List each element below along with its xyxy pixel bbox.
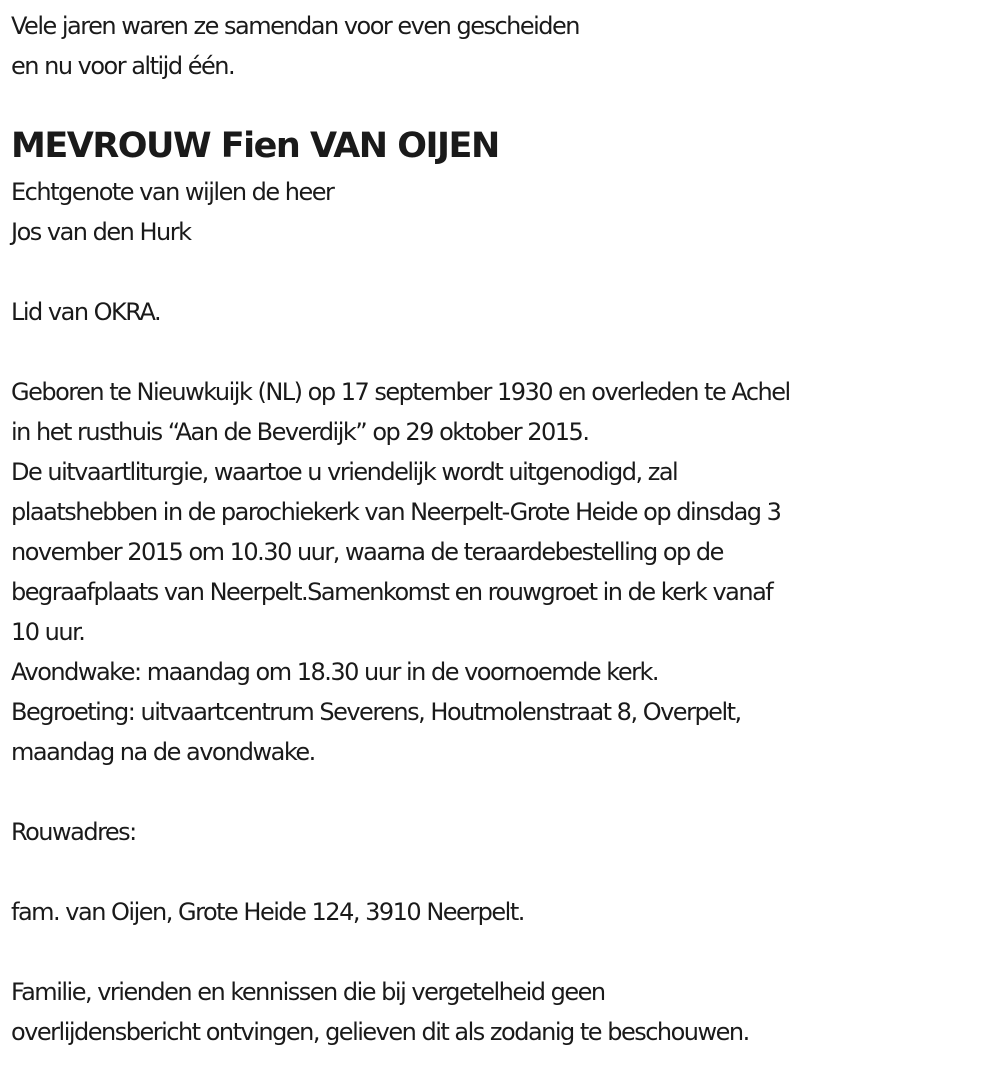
spacer <box>11 852 991 892</box>
intro-line-2: en nu voor altijd één. <box>11 52 235 80</box>
details-line-2: in het rusthuis “Aan de Beverdijk” op 29 oktober 2015. <box>11 418 589 446</box>
membership-line: Lid van OKRA. <box>11 298 161 326</box>
details-line-5: november 2015 om 10.30 uur, waarna de teraardebestelling op de <box>11 538 723 566</box>
details-line-10: maandag na de avondwake. <box>11 738 315 766</box>
deceased-name-heading: MEVROUW Fien VAN OIJEN <box>11 126 499 166</box>
spouse-line-2: Jos van den Hurk <box>11 218 191 246</box>
address-line: fam. van Oijen, Grote Heide 124, 3910 Neerpelt. <box>11 898 524 926</box>
spacer <box>11 252 991 292</box>
spacer <box>11 332 991 372</box>
closing-line-2: overlijdensbericht ontvingen, gelieven dit als zodanig te beschouwen. <box>11 1018 749 1046</box>
details-line-7: 10 uur. <box>11 618 85 646</box>
details-line-4: plaatshebben in de parochiekerk van Neerpelt-Grote Heide op dinsdag 3 <box>11 498 781 526</box>
spacer <box>11 772 991 812</box>
details-line-3: De uitvaartliturgie, waartoe u vriendelijk wordt uitgenodigd, zal <box>11 458 678 486</box>
details-line-8: Avondwake: maandag om 18.30 uur in de voornoemde kerk. <box>11 658 658 686</box>
details-line-6: begraafplaats van Neerpelt.Samenkomst en rouwgroet in de kerk vanaf <box>11 578 773 606</box>
obituary-notice <box>11 6 991 1052</box>
intro-line-1: Vele jaren waren ze samendan voor even gescheiden <box>11 12 580 40</box>
address-heading: Rouwadres: <box>11 818 136 846</box>
details-line-9: Begroeting: uitvaartcentrum Severens, Houtmolenstraat 8, Overpelt, <box>11 698 741 726</box>
spacer <box>11 932 991 972</box>
spouse-line-1: Echtgenote van wijlen de heer <box>11 178 334 206</box>
closing-line-1: Familie, vrienden en kennissen die bij vergetelheid geen <box>11 978 605 1006</box>
details-line-1: Geboren te Nieuwkuijk (NL) op 17 september 1930 en overleden te Achel <box>11 378 790 406</box>
